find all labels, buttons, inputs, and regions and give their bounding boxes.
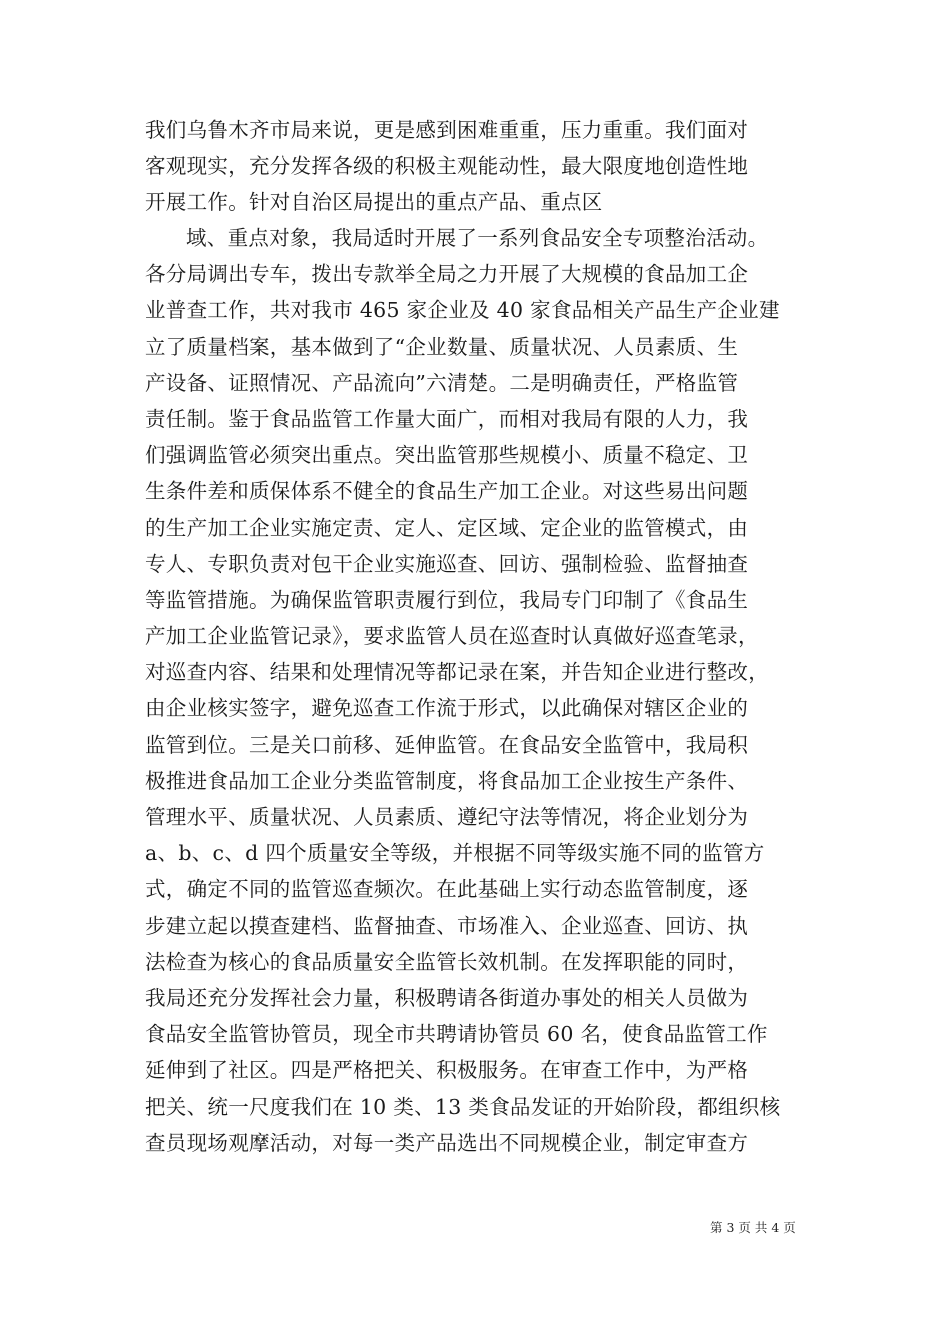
- text-line: 把关、统一尺度我们在 10 类、13 类食品发证的开始阶段，都组织核: [145, 1094, 781, 1119]
- text-line: 专人、专职负责对包干企业实施巡查、回访、强制检验、监督抽查: [145, 551, 749, 576]
- text-line: a、b、c、d 四个质量安全等级，并根据不同等级实施不同的监管方: [145, 841, 765, 866]
- text-line-indented: 域、重点对象，我局适时开展了一系列食品安全专项整治活动。: [186, 226, 769, 250]
- text-line: 开展工作。针对自治区局提出的重点产品、重点区: [145, 190, 603, 215]
- text-line: 责任制。鉴于食品监管工作量大面广，而相对我局有限的人力，我: [145, 406, 749, 431]
- text-line: 产加工企业监管记录》，要求监管人员在巡查时认真做好巡查笔录，: [145, 624, 759, 649]
- text-line: 立了质量档案，基本做到了“企业数量、质量状况、人员素质、生: [145, 334, 739, 359]
- text-line: 我局还充分发挥社会力量，积极聘请各街道办事处的相关人员做为: [145, 985, 749, 1010]
- text-line: 极推进食品加工企业分类监管制度，将食品加工企业按生产条件、: [145, 768, 749, 793]
- text-line: 监管到位。三是关口前移、延伸监管。在食品安全监管中，我局积: [145, 732, 749, 757]
- text-line: 由企业核实签字，避免巡查工作流于形式，以此确保对辖区企业的: [145, 696, 749, 721]
- text-line: 查员现场观摩活动，对每一类产品选出不同规模企业，制定审查方: [145, 1130, 749, 1155]
- text-line: 各分局调出专车，拨出专款举全局之力开展了大规模的食品加工企: [145, 262, 749, 287]
- text-line: 等监管措施。为确保监管职责履行到位，我局专门印制了《食品生: [145, 587, 749, 612]
- paragraph-2: [145, 220, 810, 1161]
- text-line: 法检查为核心的食品质量安全监管长效机制。在发挥职能的同时，: [145, 949, 749, 974]
- text-line: 生条件差和质保体系不健全的食品生产加工企业。对这些易出问题: [145, 479, 749, 504]
- text-line: 延伸到了社区。四是严格把关、积极服务。在审查工作中，为严格: [145, 1058, 749, 1083]
- text-line: 步建立起以摸查建档、监督抽查、市场准入、企业巡查、回访、执: [145, 913, 749, 938]
- text-line: 管理水平、质量状况、人员素质、遵纪守法等情况，将企业划分为: [145, 805, 749, 829]
- text-line: 对巡查内容、结果和处理情况等都记录在案，并告知企业进行整改，: [145, 660, 769, 685]
- text-line: 客观现实，充分发挥各级的积极主观能动性，最大限度地创造性地: [145, 154, 749, 179]
- text-line: 们强调监管必须突出重点。突出监管那些规模小、质量不稳定、卫: [145, 443, 749, 468]
- text-line: 业普查工作，共对我市 465 家企业及 40 家食品相关产品生产企业建: [145, 298, 780, 323]
- page-number-footer: 第 3 页 共 4 页: [710, 1220, 796, 1235]
- text-line: 的生产加工企业实施定责、定人、定区域、定企业的监管模式，由: [145, 515, 749, 540]
- text-line: 我们乌鲁木齐市局来说，更是感到困难重重，压力重重。我们面对: [145, 118, 749, 142]
- text-line: 式，确定不同的监管巡查频次。在此基础上实行动态监管制度，逐: [145, 877, 749, 902]
- text-line: 产设备、证照情况、产品流向”六清楚。二是明确责任，严格监管: [145, 370, 739, 395]
- paragraph-1: [145, 112, 810, 221]
- text-line: 食品安全监管协管员，现全市共聘请协管员 60 名，使食品监管工作: [145, 1022, 768, 1047]
